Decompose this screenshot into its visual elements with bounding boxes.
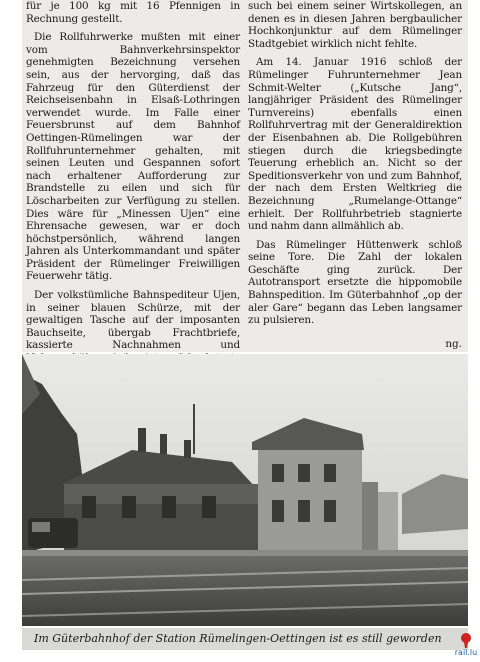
newspaper-clipping [22, 0, 468, 352]
station-photo [22, 354, 468, 626]
station-photo-graphic [22, 354, 468, 626]
paragraph: Der volkstümliche Bahnspediteur Ujen, in seiner blauen Schürze, mit der gewaltigen Tasche auf der imposanten Bauchseite, übergab Frachtbriefe, kassierte Nachnahmen und [26, 289, 240, 352]
photo-caption: Im Güterbahnhof der Station Rümelingen-Oettingen ist es still geworden [22, 628, 468, 650]
paragraph: such bei einem seiner Wirtskollegen, an denen es in diesen Jahren bergbaulicher Hochkonjunktur auf dem Rümelinger Stadtgebiet wirklich nicht fehlte. [248, 0, 462, 50]
paragraph: Die Rollfuhrwerke mußten mit einer vom Bahnverkehrsinspektor genehmigten Bezeichnung versehen sein, aus der hervorging, daß das Fahrzeug für den Güterdienst der Reichseisenbahn in Elsaß-Lothringen verwendet wurde. Im Falle einer Feuersbrunst auf dem Bahnhof Oettingen-Rümelingen war der Rollfuhrunternehmer gehalten, mit seinen Leuten und Gespannen sofort nach erhaltener Aufforderung zur Brandstelle zu eilen und sich für Löscharbeiten zur Verfügung zu stellen. Dies wäre für „Minessen Ujen“ eine Ehrensache gewesen, war er doch höchstpersönlich, während langen Jahren als Unterkommandant und später Präsident der Rümelinger Freiwilligen Feuerwehr tätig. [26, 31, 240, 283]
article-column-left [26, 0, 240, 408]
paragraph: Am 14. Januar 1916 schloß der Rümelinger Fuhrunternehmer Jean Schmit-Welter („Kutsche Jang“, langjähriger Präsident des Rümelinger Turnvereins) ebenfalls einen Rollfuhrvertrag mit der Generaldirektion der Eisenbahnen ab. Die Rollgebühren stiegen durch die kriegsbedingte Teuerung erheblich an. Nicht so der Speditionsverkehr von und zum Bahnhof, der nach dem Ersten Weltkrieg die Bezeichnung „Rumelange-Ottange“ erhielt. Der Rollfuhrbetrieb stagnierte und nahm dann allmählich ab. [248, 56, 462, 233]
author-signature: ng. [445, 338, 462, 350]
paragraph: für je 100 kg mit 16 Pfennigen in Rechnung gestellt. [26, 0, 240, 25]
article-column-right [248, 0, 462, 333]
paragraph: Das Rümelinger Hüttenwerk schloß seine Tore. Die Zahl der lokalen Geschäfte ging zurück. Der Autotransport ersetzte die hippomobile Bahnspedition. Im Güterbahnhof „op der aler Gare“ begann das Leben langsamer zu pulsieren. [248, 238, 462, 327]
logo-text: rail.lu [454, 648, 478, 657]
